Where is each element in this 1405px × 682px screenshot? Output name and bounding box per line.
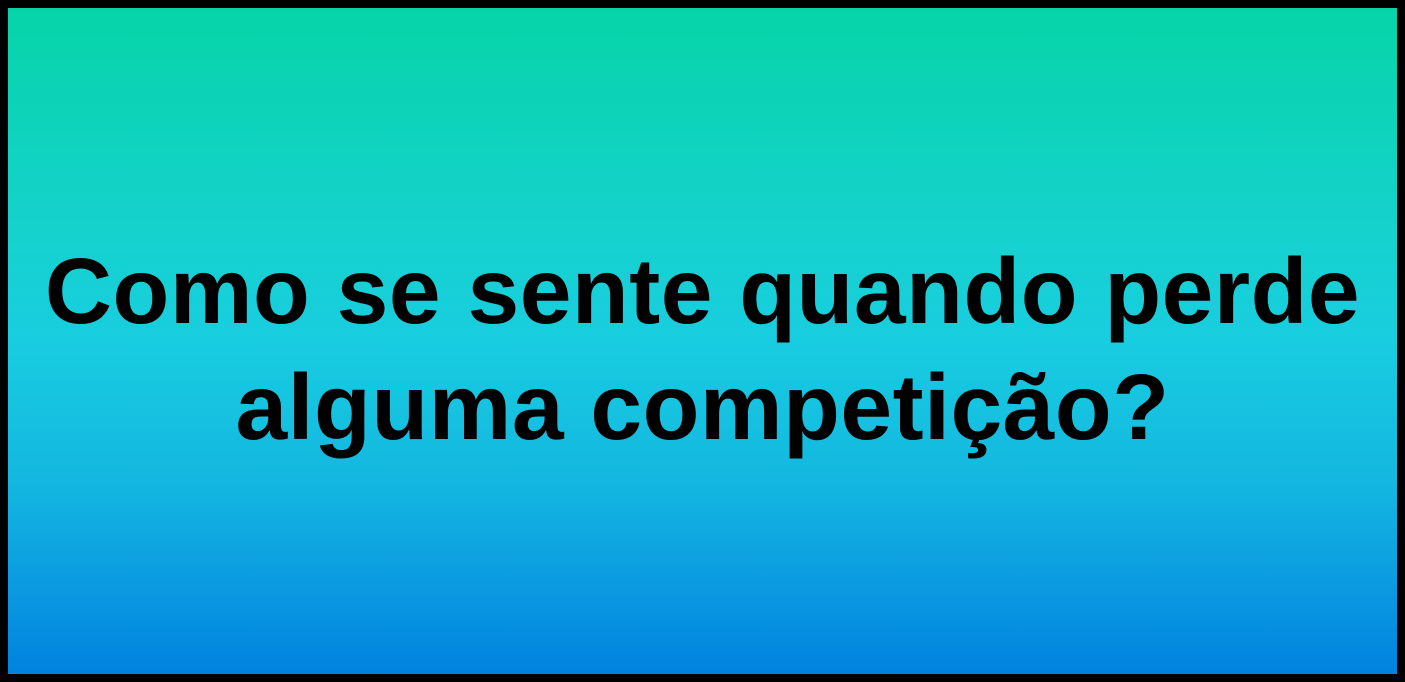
question-line-1: Como se sente quando perde [44, 239, 1361, 343]
question-line-2: alguma competição? [235, 355, 1170, 459]
question-text [45, 233, 1360, 465]
